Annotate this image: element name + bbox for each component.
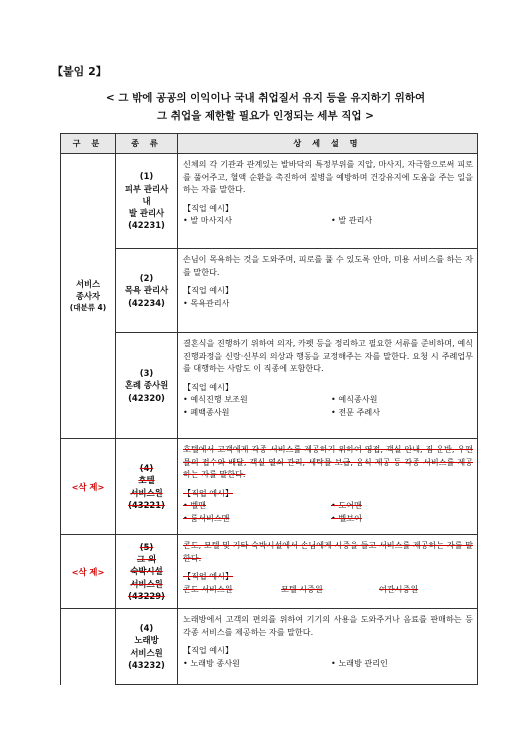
table-row-deleted — [61, 439, 478, 535]
job-code: (43229) — [128, 590, 165, 601]
example-item: • 목욕관리사 — [183, 297, 325, 310]
description-cell — [178, 535, 478, 609]
job-name: 숙박시설 — [130, 566, 163, 577]
example-item: • 발 관리사 — [331, 214, 473, 227]
category-cell — [61, 154, 116, 439]
deleted-label: <삭 제> — [61, 439, 116, 535]
example-item: • 예식진행 보조원 — [183, 393, 325, 406]
table-header-row — [61, 134, 478, 154]
table-row — [61, 154, 478, 249]
examples-list — [183, 657, 473, 670]
example-item: • 예식종사원 — [331, 393, 473, 406]
example-item: • 전문 주례사 — [331, 406, 473, 419]
examples-title: 【직업 예시】 — [183, 571, 234, 582]
example-item: • 벨보이 — [331, 512, 473, 525]
job-code: (42320) — [128, 392, 165, 403]
job-code: (42231) — [128, 220, 165, 231]
job-name: 피부 관리사 — [124, 183, 169, 194]
job-name: 노래방 — [134, 635, 159, 646]
job-name: 서비스원 — [130, 647, 163, 658]
description-cell — [178, 154, 478, 249]
annex-label: 【붙임 2】 — [52, 65, 107, 78]
examples-title: 【직업 예시】 — [183, 202, 234, 213]
examples-list — [183, 393, 473, 418]
job-cell — [116, 609, 178, 685]
job-number: (1) — [139, 171, 154, 182]
category-line3: (대분류 4) — [69, 303, 107, 312]
header-type: 종 류 — [116, 134, 178, 154]
examples-list — [183, 297, 473, 310]
examples-title: 【직업 예시】 — [183, 285, 234, 296]
job-cell — [116, 154, 178, 249]
job-number: (4) — [139, 462, 154, 473]
job-code: (43232) — [128, 659, 165, 670]
deleted-label: <삭 제> — [61, 535, 116, 609]
description-text: 손님이 목욕하는 것을 도와주며, 피로를 풀 수 있도록 안마, 미용 서비스를 하는 자를 말한다. — [183, 254, 473, 277]
job-name: 발 관리사 — [128, 208, 165, 219]
job-name: 서비스원 — [130, 578, 163, 589]
job-cell — [116, 535, 178, 609]
job-name: 내 — [142, 195, 151, 206]
description-cell — [178, 333, 478, 439]
category-line2: 종사자 — [75, 291, 101, 301]
job-name: 호텔 — [138, 475, 155, 486]
job-name: 혼례 종사원 — [124, 380, 169, 391]
job-code: (43221) — [128, 499, 165, 510]
job-cell — [116, 333, 178, 439]
document-heading-line2: 그 취업을 제한할 필요가 인정되는 세부 직업 > — [157, 110, 374, 122]
examples-list — [183, 583, 473, 596]
example-item: • 노래방 종사원 — [183, 657, 325, 670]
job-number: (5) — [139, 541, 154, 552]
examples-list — [183, 214, 473, 227]
description-text: 신체의 각 기관과 관계있는 발바닥의 특정부위를 지압, 마사지, 자극함으로써 피로를 풀어주고, 혈액 순환을 촉진하여 질병을 예방하며 건강유지에 도움을 주는 일을 하는 자를 말한다. — [183, 159, 473, 195]
description-cell — [178, 249, 478, 333]
occupation-table — [60, 133, 478, 685]
category-cell-empty — [61, 609, 116, 685]
description-cell — [178, 439, 478, 535]
examples-title: 【직업 예시】 — [183, 645, 234, 656]
job-cell — [116, 439, 178, 535]
description-text: 결혼식을 진행하기 위하여 의자, 카펫 등을 정리하고 필요한 서류를 준비하며, 예식 진행과정을 신랑·신부의 의상과 행동을 교정해주는 자를 말한다. 요청 시 주례업무를 대행하는 사람도 이 직종에 포함한다. — [183, 338, 473, 374]
job-cell — [116, 249, 178, 333]
example-item: • 발 마사지사 — [183, 214, 325, 227]
description-cell — [178, 609, 478, 685]
description-text: 콘도, 모텔 및 기타 숙박시설에서 손님에게 시중을 들고 서비스를 제공하는 자를 말한다. — [183, 540, 473, 563]
example-item: • 벨맨 — [183, 499, 325, 512]
job-number: (3) — [139, 368, 154, 379]
category-line1: 서비스 — [75, 279, 101, 289]
job-code: (42234) — [128, 297, 165, 308]
examples-title: 【직업 예시】 — [183, 487, 234, 498]
example-item: • 도어맨 — [331, 499, 473, 512]
job-name: 그 외 — [136, 554, 157, 565]
description-text: 노래방에서 고객의 편의를 위하여 기기의 사용을 도와주거나 음료를 판매하는 등 각종 서비스를 제공하는 자를 말한다. — [183, 614, 473, 637]
example-item: 콘도 서비스원 — [183, 583, 233, 594]
examples-list — [183, 499, 473, 524]
document-heading-line1: < 그 밖에 공공의 이익이나 국내 취업질서 유지 등을 유지하기 위하여 — [105, 92, 426, 104]
table-row — [61, 249, 478, 333]
example-item: • 노래방 관리인 — [331, 657, 473, 670]
examples-title: 【직업 예시】 — [183, 381, 234, 392]
job-name: 목욕 관리사 — [124, 285, 169, 296]
table-row — [61, 333, 478, 439]
example-item: • 룸서비스맨 — [183, 512, 325, 525]
example-item: 여관시중원 — [379, 583, 419, 594]
example-item: • 폐백종사원 — [183, 406, 325, 419]
header-description: 상 세 설 명 — [178, 134, 478, 154]
job-number: (2) — [139, 273, 154, 284]
job-name: 서비스원 — [130, 487, 163, 498]
job-number: (4) — [139, 622, 154, 633]
header-category: 구 분 — [61, 134, 116, 154]
description-text: 호텔에서 고객에게 각종 서비스를 제공하기 위하여 영접, 객실 안내, 짐 운반, 우편물의 접수와 배달, 객실 열쇠 관리, 세탁물 보급, 음식 제공 등 각종 서비스를 제공하는 자를 말한다. — [183, 444, 473, 480]
table-row-deleted — [61, 535, 478, 609]
example-item: 모텔 시중원 — [281, 583, 323, 594]
table-row — [61, 609, 478, 685]
